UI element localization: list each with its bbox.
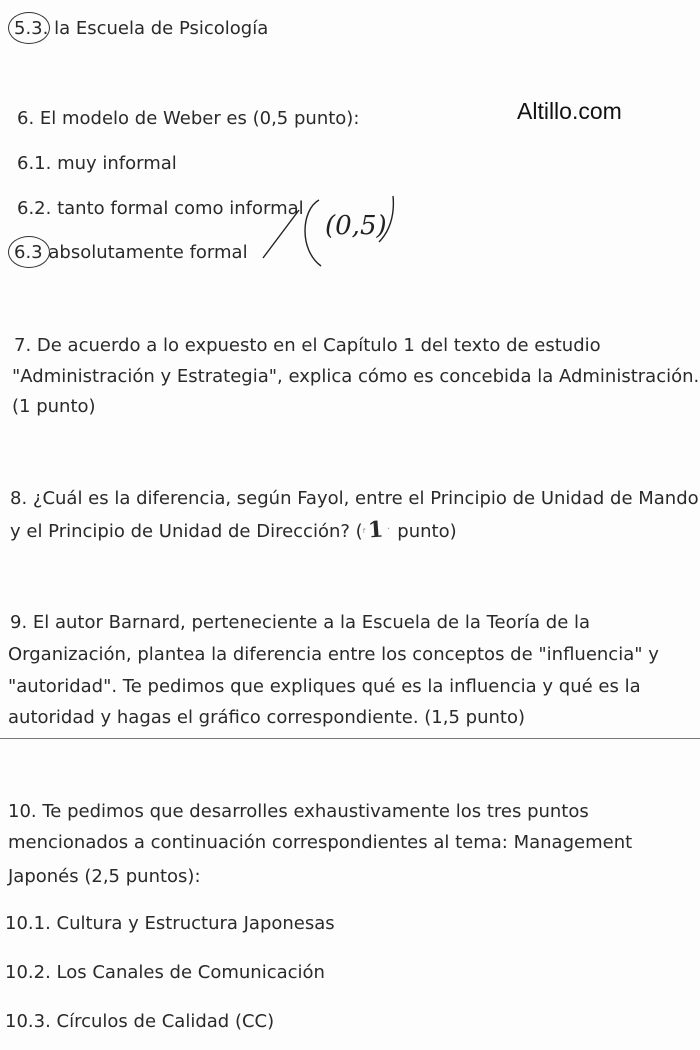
check-mark — [263, 210, 299, 258]
watermark: Altillo.com — [517, 98, 622, 124]
subitem-10-2: 10.2. Los Canales de Comunicación — [5, 962, 325, 983]
question-7-line-1: 7. De acuerdo a lo expuesto en el Capítulo 1 del texto de estudio — [14, 335, 601, 356]
option-5-3 — [14, 18, 268, 40]
circled-option-number: 5.3 — [14, 18, 43, 40]
handwritten-score: 1 — [367, 516, 385, 544]
option-6-3 — [14, 242, 248, 264]
circle-mark — [8, 12, 50, 44]
question-7-line-3: (1 punto) — [12, 396, 96, 417]
pencil-mark: ᶠ — [362, 526, 367, 540]
question-10-line-2: mencionados a continuación correspondientes al tema: Management — [8, 832, 633, 853]
question-9-line-3: "autoridad". Te pedimos que expliques qué es la influencia y qué es la — [8, 676, 641, 697]
question-9-line-2: Organización, plantea la diferencia entre los conceptos de "influencia" y — [8, 644, 659, 665]
handwritten-grade — [255, 192, 405, 272]
option-6-1: 6.1. muy informal — [17, 153, 177, 174]
grade-open-paren — [305, 200, 321, 266]
question-6-stem: 6. El modelo de Weber es (0,5 punto): — [17, 108, 360, 129]
option-6-2: 6.2. tanto formal como informal — [17, 198, 304, 219]
circle-mark — [8, 236, 50, 268]
subitem-10-1: 10.1. Cultura y Estructura Japonesas — [5, 913, 335, 934]
question-10-line-3: Japonés (2,5 puntos): — [8, 866, 201, 887]
question-8-line-1: 8. ¿Cuál es la diferencia, según Fayol, entre el Principio de Unidad de Mando — [10, 488, 699, 509]
question-9-line-4: autoridad y hagas el gráfico correspondiente. (1,5 punto) — [8, 707, 525, 728]
question-9-line-1: 9. El autor Barnard, perteneciente a la Escuela de la Teoría de la — [10, 612, 591, 633]
option-text: absolutamente formal — [42, 242, 248, 263]
pencil-mark: ˙ — [385, 526, 392, 540]
question-8-line-2: y el Principio de Unidad de Dirección? (ᶠ1˙ punto) — [10, 516, 457, 544]
circled-option-number: 6.3 — [14, 242, 43, 264]
grade-text: (0,5) — [325, 211, 387, 241]
subitem-10-3: 10.3. Círculos de Calidad (CC) — [5, 1011, 275, 1032]
divider-line — [0, 738, 700, 739]
question-7-line-2: "Administración y Estrategia", explica cómo es concebida la Administración. — [12, 366, 700, 387]
question-10-line-1: 10. Te pedimos que desarrolles exhaustivamente los tres puntos — [8, 801, 589, 822]
option-text: . la Escuela de Psicología — [42, 18, 269, 39]
